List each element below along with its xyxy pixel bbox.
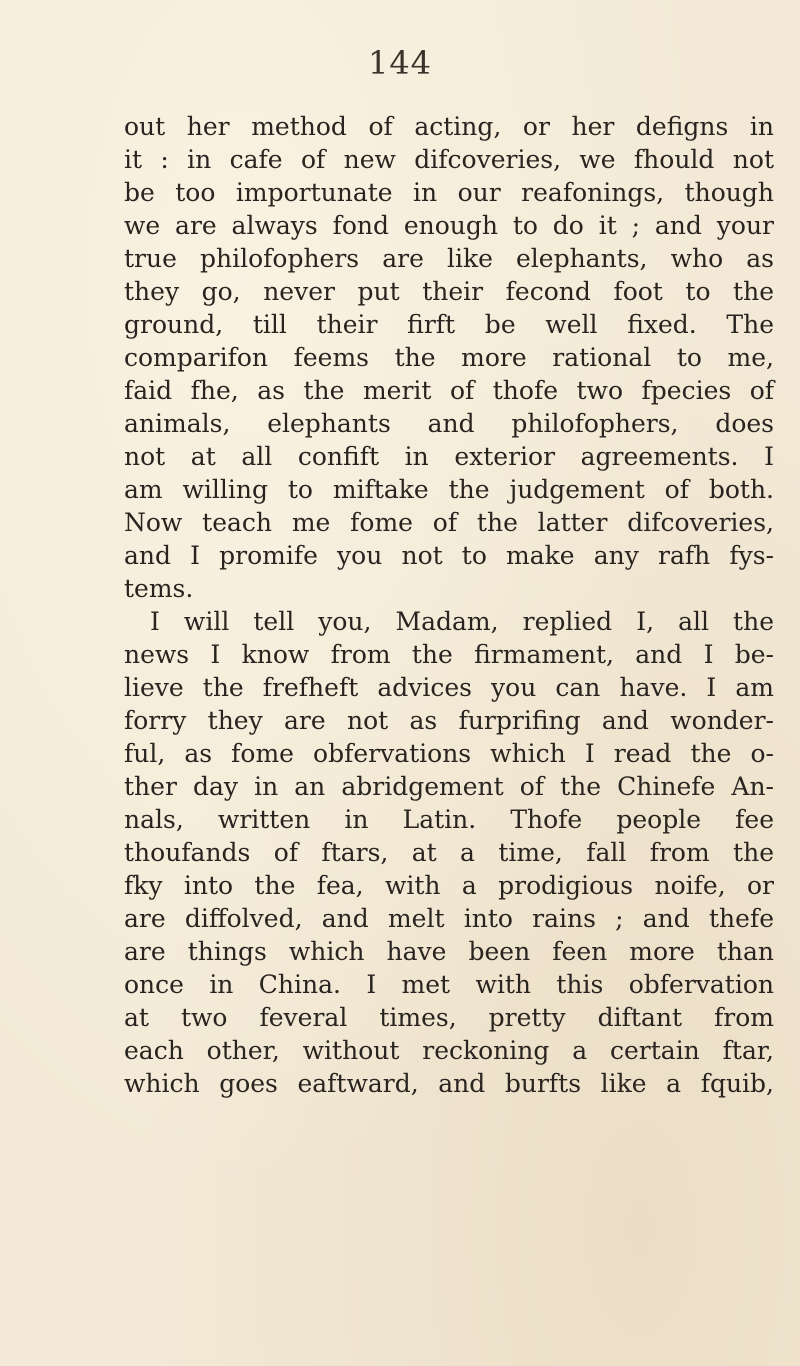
text-line: thoufands of ftars, at a time, fall from the <box>124 838 774 867</box>
text-line: forry they are not as furprifing and wonder- <box>124 706 774 735</box>
text-line: which goes eaftward, and burfts like a fquib, <box>124 1069 774 1098</box>
text-line: I will tell you, Madam, replied I, all the <box>150 607 774 636</box>
text-line: lieve the frefheft advices you can have. I am <box>124 673 774 702</box>
text-line: not at all confift in exterior agreements. I <box>124 442 774 471</box>
text-line: once in China. I met with this obfervation <box>124 970 774 999</box>
text-line: nals, written in Latin. Thofe people fee <box>124 805 774 834</box>
text-line: are things which have been feen more than <box>124 937 774 966</box>
text-line: ther day in an abridgement of the Chinefe An- <box>124 772 774 801</box>
text-line: comparifon feems the more rational to me, <box>124 343 774 372</box>
text-line: they go, never put their fecond foot to the <box>124 277 774 306</box>
body-text <box>124 110 774 1100</box>
text-line: at two feveral times, pretty diftant from <box>124 1003 774 1032</box>
text-line: news I know from the firmament, and I be- <box>124 640 774 669</box>
text-line: ful, as fome obfervations which I read the o- <box>124 739 774 768</box>
page-number: 144 <box>367 44 433 82</box>
text-line: ground, till their firft be well fixed. The <box>124 310 774 339</box>
text-line: tems. <box>124 574 194 603</box>
text-line: animals, elephants and philofophers, does <box>124 409 774 438</box>
text-line: and I promife you not to make any rafh fys- <box>124 541 774 570</box>
text-line: out her method of acting, or her defigns in <box>124 112 774 141</box>
text-line: true philofophers are like elephants, who as <box>124 244 774 273</box>
text-line: each other, without reckoning a certain ftar, <box>124 1036 774 1065</box>
text-line: are diffolved, and melt into rains ; and thefe <box>124 904 774 933</box>
text-line: faid fhe, as the merit of thofe two fpecies of <box>124 376 774 405</box>
text-line: we are always fond enough to do it ; and your <box>124 211 774 240</box>
text-line: be too importunate in our reafonings, though <box>124 178 774 207</box>
text-line: am willing to miftake the judgement of both. <box>124 475 774 504</box>
text-line: it : in cafe of new difcoveries, we fhould not <box>124 145 774 174</box>
text-line: fky into the fea, with a prodigious noife, or <box>124 871 774 900</box>
text-line: Now teach me fome of the latter difcoveries, <box>124 508 774 537</box>
